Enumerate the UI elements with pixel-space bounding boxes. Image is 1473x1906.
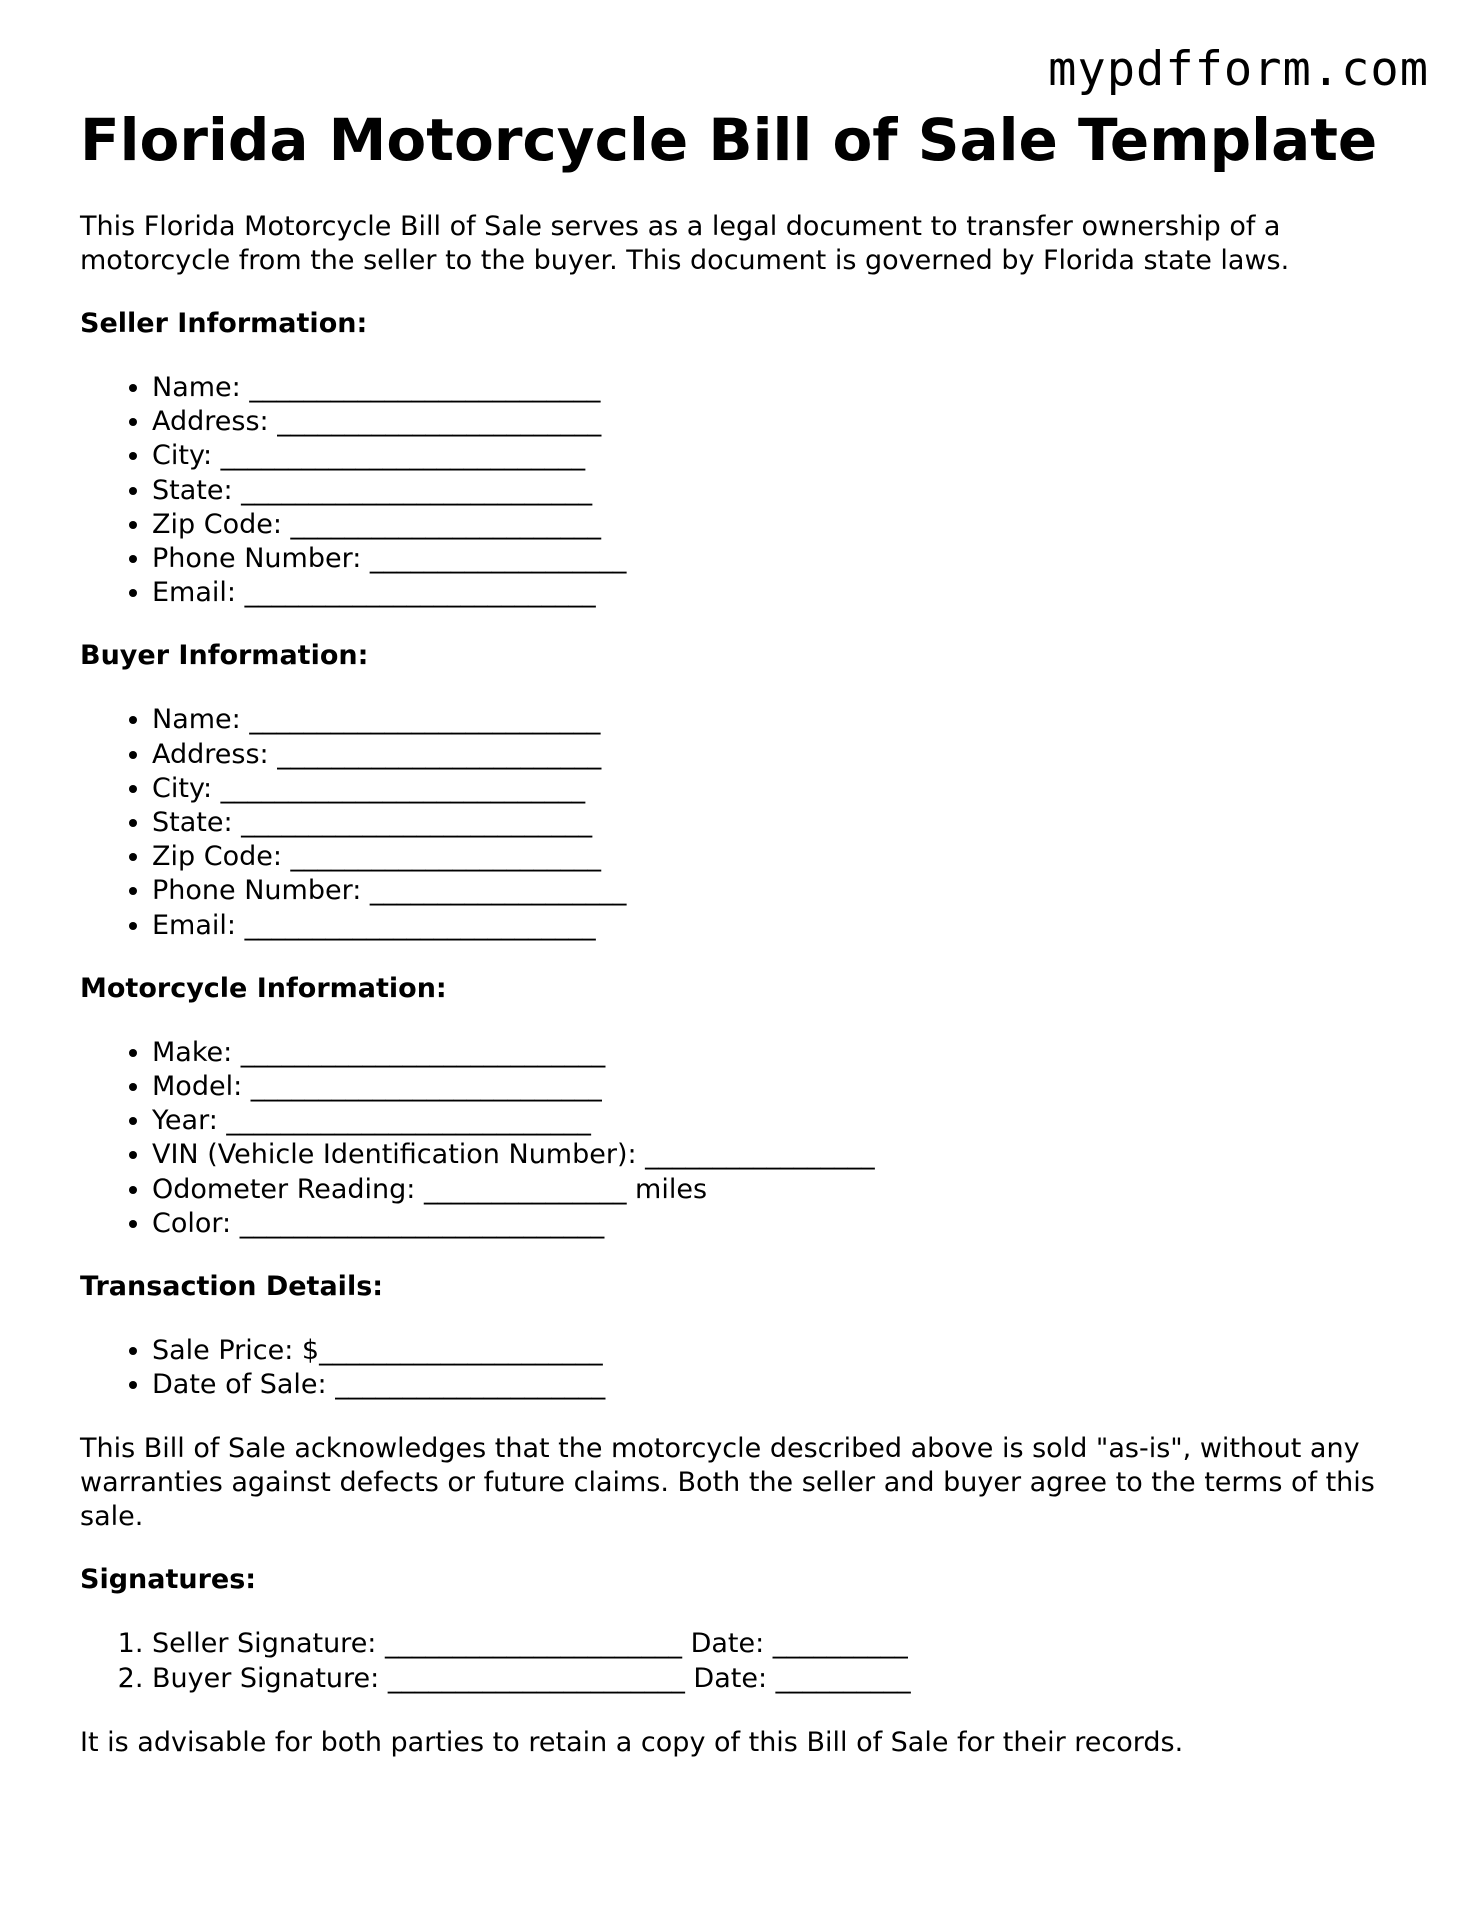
transaction-field-list (80, 1334, 1400, 1402)
motorcycle-field-list (80, 1036, 1400, 1241)
sale-date-field[interactable]: • Date of Sale: ____________________ (152, 1368, 1400, 1402)
document (80, 104, 1400, 1760)
motorcycle-make-field[interactable]: • Make: ___________________________ (152, 1036, 1400, 1070)
seller-zip-field[interactable]: • Zip Code: _______________________ (152, 508, 1400, 542)
seller-phone-field[interactable]: • Phone Number: ___________________ (152, 542, 1400, 576)
motorcycle-year-field[interactable]: • Year: ___________________________ (152, 1104, 1400, 1138)
signature-list (80, 1627, 1400, 1695)
acknowledgment-paragraph: This Bill of Sale acknowledges that the motorcycle described above is sold "as-is", without any warranties against defects or future claims. Both the seller and buyer agree to the terms of this sale. (80, 1433, 1375, 1533)
buyer-address-field[interactable]: • Address: ________________________ (152, 738, 1400, 772)
motorcycle-odometer-field[interactable]: • Odometer Reading: _______________ miles (152, 1173, 1400, 1207)
closing-paragraph: It is advisable for both parties to retain a copy of this Bill of Sale for their records. (80, 1726, 1184, 1758)
seller-city-field[interactable]: • City: ___________________________ (152, 439, 1400, 473)
watermark: mypdfform.com (1048, 42, 1429, 97)
motorcycle-model-field[interactable]: • Model: __________________________ (152, 1070, 1400, 1104)
motorcycle-heading: Motorcycle Information: (80, 972, 447, 1004)
signatures-heading: Signatures: (80, 1564, 257, 1596)
seller-address-field[interactable]: • Address: ________________________ (152, 405, 1400, 439)
seller-signature-line[interactable]: 1. Seller Signature: ______________________ Date: __________ (152, 1627, 1400, 1661)
seller-name-field[interactable]: • Name: __________________________ (152, 371, 1400, 405)
buyer-field-list (80, 703, 1400, 942)
seller-field-list (80, 371, 1400, 610)
intro-paragraph: This Florida Motorcycle Bill of Sale serves as a legal document to transfer ownership of a motorcycle from the seller to the buyer. This document is governed by Florida state laws. (80, 211, 1290, 276)
motorcycle-vin-field[interactable]: • VIN (Vehicle Identification Number): _________________ (152, 1138, 1400, 1172)
buyer-heading: Buyer Information: (80, 640, 369, 672)
seller-heading: Seller Information: (80, 308, 368, 339)
buyer-name-field[interactable]: • Name: __________________________ (152, 703, 1400, 737)
sale-price-field[interactable]: • Sale Price: $_____________________ (152, 1334, 1400, 1368)
transaction-heading: Transaction Details: (80, 1271, 384, 1303)
document-title: Florida Motorcycle Bill of Sale Template (80, 106, 1378, 174)
seller-email-field[interactable]: • Email: __________________________ (152, 576, 1400, 610)
seller-state-field[interactable]: • State: __________________________ (152, 474, 1400, 508)
buyer-signature-line[interactable]: 2. Buyer Signature: ______________________ Date: __________ (152, 1662, 1400, 1696)
buyer-phone-field[interactable]: • Phone Number: ___________________ (152, 874, 1400, 908)
buyer-email-field[interactable]: • Email: __________________________ (152, 909, 1400, 943)
buyer-city-field[interactable]: • City: ___________________________ (152, 772, 1400, 806)
buyer-state-field[interactable]: • State: __________________________ (152, 806, 1400, 840)
buyer-zip-field[interactable]: • Zip Code: _______________________ (152, 840, 1400, 874)
motorcycle-color-field[interactable]: • Color: ___________________________ (152, 1207, 1400, 1241)
